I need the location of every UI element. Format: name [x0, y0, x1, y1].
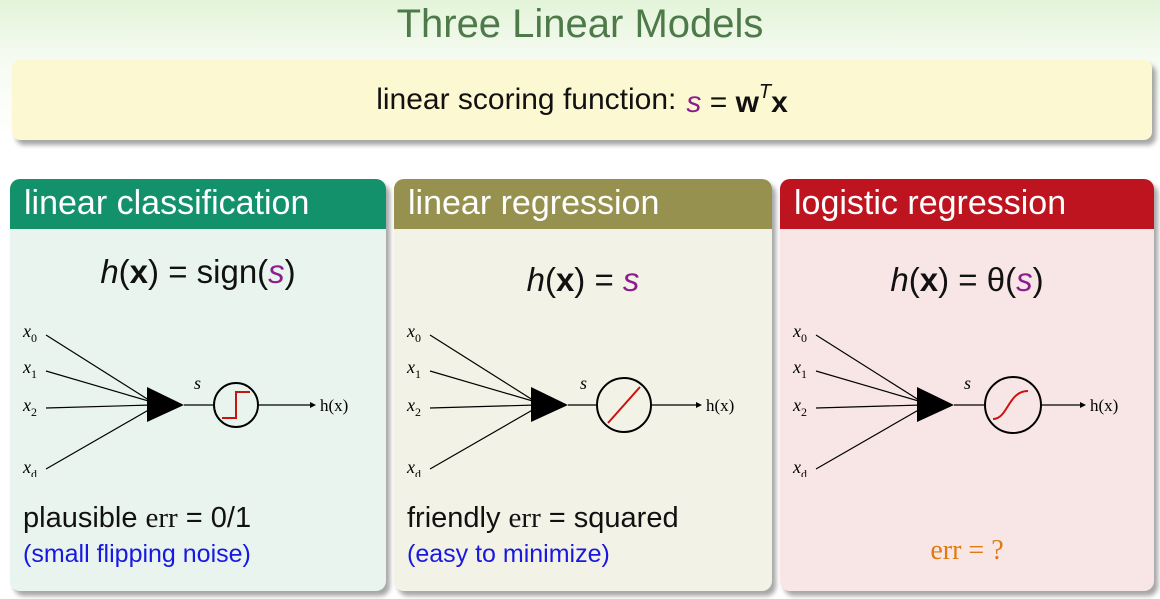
- input-line: [816, 335, 922, 402]
- sign-step-icon: [222, 392, 250, 418]
- input-line: [46, 371, 152, 402]
- input-x0-label: $x_0$: [23, 321, 37, 345]
- error-note: (easy to minimize): [407, 540, 610, 568]
- error-measure: plausible err = 0/1: [23, 502, 252, 534]
- input-xd-label: $x_d$: [23, 457, 37, 477]
- panel-header: logistic regression: [780, 179, 1154, 229]
- weight-vector: w: [735, 85, 759, 119]
- output-label: h(x): [320, 396, 349, 415]
- scoring-function-box: [12, 60, 1152, 140]
- input-line: [46, 408, 152, 469]
- scoring-label: linear scoring function:: [376, 83, 677, 116]
- input-x2-label: $x_2$: [407, 395, 421, 419]
- score-variable: s: [686, 85, 702, 119]
- arrow-head-icon: [696, 402, 702, 408]
- panel-header: linear regression: [394, 179, 772, 229]
- input-xd-label: $x_d$: [793, 457, 807, 477]
- input-x0-label: $x_0$: [407, 321, 421, 345]
- input-line: [816, 405, 922, 408]
- arrow-head-icon: [1080, 402, 1086, 408]
- error-measure-unknown: err = ?: [930, 535, 1004, 566]
- input-x1-label: $x_1$: [407, 357, 421, 381]
- slide-title: Three Linear Models: [396, 2, 764, 46]
- input-x1-label: $x_1$: [793, 357, 807, 381]
- arrow-head-icon: [310, 402, 316, 408]
- error-measure: friendly err = squared: [407, 502, 679, 534]
- input-x2-label: $x_2$: [23, 395, 37, 419]
- hypothesis-formula: h(x) = θ(s): [890, 261, 1044, 298]
- score-label: s: [964, 373, 972, 393]
- input-line: [816, 408, 922, 469]
- equals-sign: =: [701, 85, 736, 119]
- panel-linear-classification: [10, 179, 386, 591]
- input-x2-label: $x_2$: [793, 395, 807, 419]
- sigmoid-curve-icon: [993, 391, 1028, 419]
- summation-node: [531, 387, 568, 422]
- hypothesis-formula: h(x) = sign(s): [100, 253, 296, 290]
- perceptron-diagram: [10, 317, 386, 477]
- input-line: [430, 405, 536, 408]
- hypothesis-formula: h(x) = s: [526, 261, 640, 298]
- panel-header: linear classification: [10, 179, 386, 229]
- transpose-superscript: T: [758, 80, 772, 103]
- input-x0-label: $x_0$: [793, 321, 807, 345]
- error-note: (small flipping noise): [23, 540, 251, 568]
- input-line: [430, 335, 536, 402]
- output-label: h(x): [1090, 396, 1119, 415]
- activation-circle: [985, 377, 1041, 433]
- input-line: [430, 408, 536, 469]
- panel-linear-regression: [394, 179, 772, 591]
- input-vector: x: [771, 85, 788, 119]
- input-line: [816, 371, 922, 402]
- input-line: [430, 371, 536, 402]
- logistic-diagram: [780, 317, 1154, 477]
- score-label: s: [580, 373, 588, 393]
- input-line: [46, 335, 152, 402]
- output-label: h(x): [706, 396, 735, 415]
- score-label: s: [194, 373, 202, 393]
- input-line: [46, 405, 152, 408]
- input-x1-label: $x_1$: [23, 357, 37, 381]
- panel-logistic-regression: [780, 179, 1154, 591]
- regression-diagram: [394, 317, 772, 477]
- scoring-formula: [686, 81, 787, 120]
- input-xd-label: $x_d$: [407, 457, 421, 477]
- summation-node: [917, 387, 954, 422]
- identity-line-icon: [608, 387, 640, 423]
- summation-node: [147, 387, 184, 422]
